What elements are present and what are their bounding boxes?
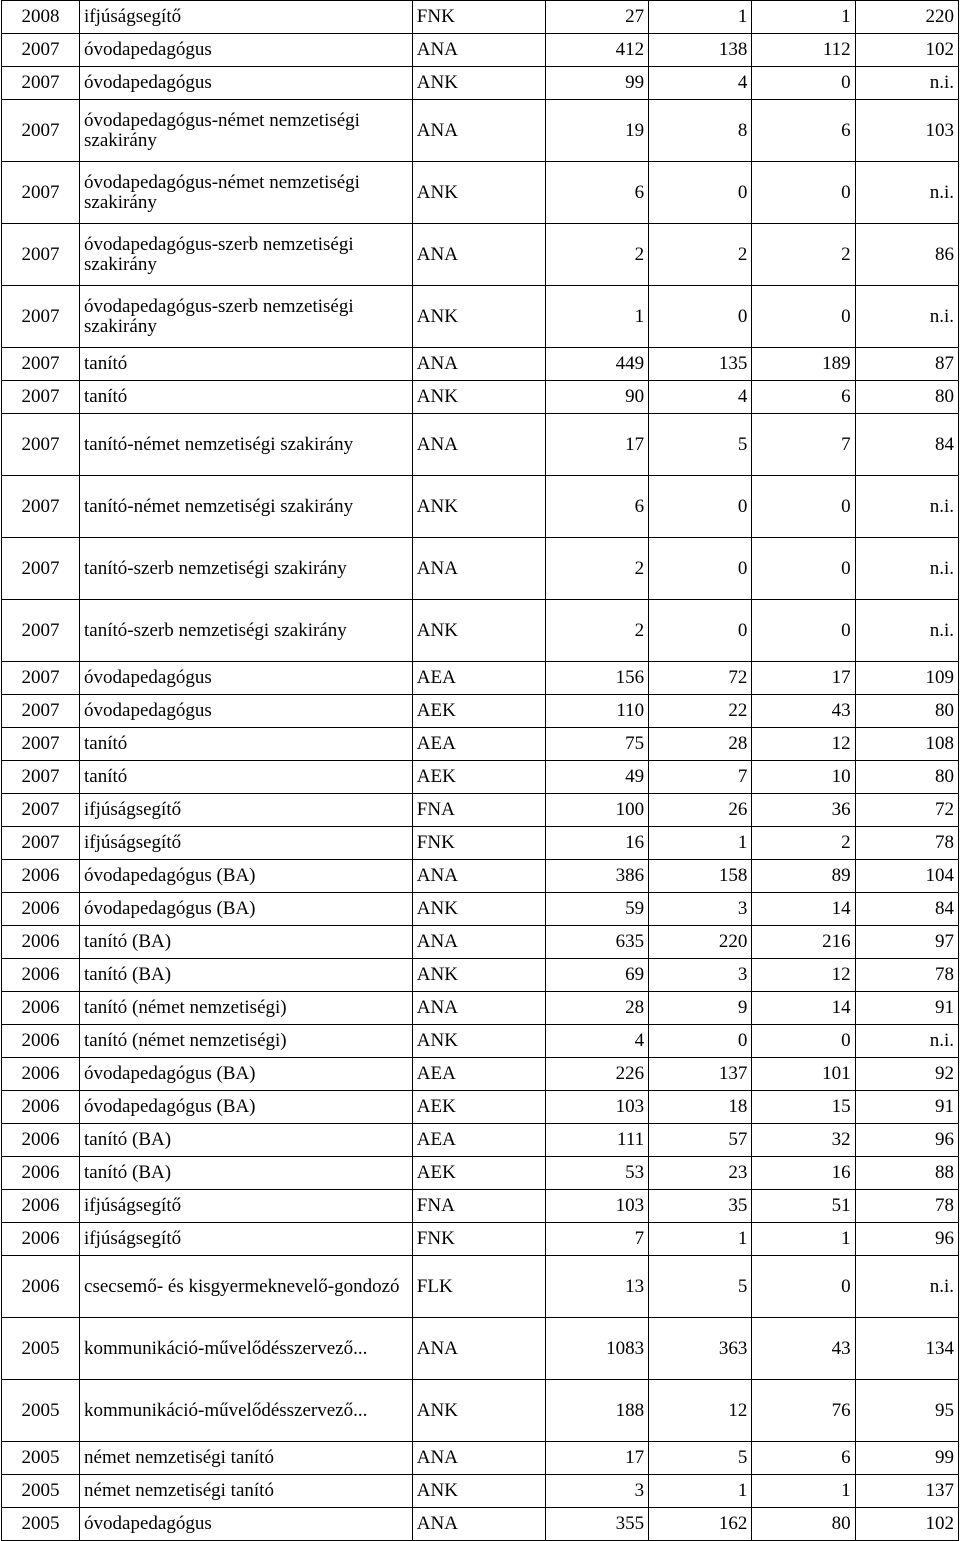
table-row [2, 224, 959, 286]
value-1-cell: 2 [545, 224, 648, 286]
form-cell: FNK [412, 1223, 545, 1256]
value-3-cell: 0 [752, 162, 855, 224]
year-cell: 2005 [2, 1508, 80, 1541]
form-cell: AEK [412, 761, 545, 794]
year-cell: 2006 [2, 926, 80, 959]
value-4-cell: 78 [855, 959, 958, 992]
value-3-cell: 17 [752, 662, 855, 695]
value-4-cell: 103 [855, 100, 958, 162]
table-row [2, 926, 959, 959]
value-2-cell: 137 [649, 1058, 752, 1091]
value-2-cell: 26 [649, 794, 752, 827]
value-1-cell: 99 [545, 67, 648, 100]
value-4-cell: 137 [855, 1475, 958, 1508]
year-cell: 2007 [2, 286, 80, 348]
data-table [1, 0, 959, 1541]
form-cell: ANA [412, 414, 545, 476]
year-cell: 2006 [2, 1091, 80, 1124]
value-2-cell: 4 [649, 381, 752, 414]
value-2-cell: 162 [649, 1508, 752, 1541]
program-cell: tanító [80, 381, 413, 414]
value-1-cell: 53 [545, 1157, 648, 1190]
value-2-cell: 4 [649, 67, 752, 100]
table-row [2, 1223, 959, 1256]
value-1-cell: 110 [545, 695, 648, 728]
year-cell: 2006 [2, 860, 80, 893]
form-cell: ANK [412, 600, 545, 662]
table-row [2, 348, 959, 381]
value-4-cell: 91 [855, 992, 958, 1025]
value-4-cell: 96 [855, 1223, 958, 1256]
program-cell: tanító-szerb nemzetiségi szakirány [80, 600, 413, 662]
program-cell: tanító [80, 348, 413, 381]
value-3-cell: 7 [752, 414, 855, 476]
year-cell: 2006 [2, 1025, 80, 1058]
form-cell: AEA [412, 1124, 545, 1157]
table-body [2, 1, 959, 1541]
value-1-cell: 19 [545, 100, 648, 162]
value-2-cell: 5 [649, 1256, 752, 1318]
form-cell: FNK [412, 1, 545, 34]
value-3-cell: 43 [752, 1318, 855, 1380]
year-cell: 2007 [2, 414, 80, 476]
year-cell: 2006 [2, 959, 80, 992]
value-4-cell: 102 [855, 34, 958, 67]
program-cell: tanító-szerb nemzetiségi szakirány [80, 538, 413, 600]
table-row [2, 728, 959, 761]
value-1-cell: 7 [545, 1223, 648, 1256]
value-1-cell: 635 [545, 926, 648, 959]
value-4-cell: 97 [855, 926, 958, 959]
table-row [2, 827, 959, 860]
value-1-cell: 75 [545, 728, 648, 761]
form-cell: ANA [412, 860, 545, 893]
table-row [2, 1256, 959, 1318]
value-1-cell: 59 [545, 893, 648, 926]
program-cell: ifjúságsegítő [80, 1, 413, 34]
value-3-cell: 51 [752, 1190, 855, 1223]
form-cell: ANK [412, 959, 545, 992]
table-row [2, 695, 959, 728]
value-4-cell: 84 [855, 893, 958, 926]
value-1-cell: 103 [545, 1091, 648, 1124]
value-4-cell: 102 [855, 1508, 958, 1541]
program-cell: ifjúságsegítő [80, 1190, 413, 1223]
value-2-cell: 72 [649, 662, 752, 695]
value-2-cell: 5 [649, 1442, 752, 1475]
form-cell: ANK [412, 476, 545, 538]
table-row [2, 1025, 959, 1058]
program-cell: óvodapedagógus [80, 67, 413, 100]
value-2-cell: 1 [649, 1223, 752, 1256]
year-cell: 2007 [2, 381, 80, 414]
table-row [2, 1442, 959, 1475]
value-1-cell: 226 [545, 1058, 648, 1091]
year-cell: 2005 [2, 1475, 80, 1508]
value-4-cell: n.i. [855, 67, 958, 100]
value-4-cell: 78 [855, 827, 958, 860]
value-4-cell: n.i. [855, 538, 958, 600]
value-4-cell: n.i. [855, 600, 958, 662]
value-1-cell: 28 [545, 992, 648, 1025]
value-1-cell: 16 [545, 827, 648, 860]
program-cell: ifjúságsegítő [80, 794, 413, 827]
form-cell: ANK [412, 67, 545, 100]
program-cell: tanító [80, 761, 413, 794]
table-row [2, 1124, 959, 1157]
value-3-cell: 189 [752, 348, 855, 381]
table-row [2, 381, 959, 414]
value-1-cell: 156 [545, 662, 648, 695]
form-cell: AEA [412, 1058, 545, 1091]
value-1-cell: 17 [545, 1442, 648, 1475]
year-cell: 2007 [2, 827, 80, 860]
value-3-cell: 1 [752, 1, 855, 34]
value-2-cell: 23 [649, 1157, 752, 1190]
value-3-cell: 10 [752, 761, 855, 794]
table-row [2, 1058, 959, 1091]
value-4-cell: 109 [855, 662, 958, 695]
value-3-cell: 0 [752, 1025, 855, 1058]
form-cell: ANA [412, 34, 545, 67]
value-3-cell: 36 [752, 794, 855, 827]
value-1-cell: 100 [545, 794, 648, 827]
value-3-cell: 0 [752, 538, 855, 600]
program-cell: óvodapedagógus [80, 1508, 413, 1541]
value-1-cell: 17 [545, 414, 648, 476]
value-1-cell: 412 [545, 34, 648, 67]
value-4-cell: 91 [855, 1091, 958, 1124]
value-3-cell: 6 [752, 381, 855, 414]
program-cell: óvodapedagógus-német nemzetiségi szakirány [80, 100, 413, 162]
form-cell: ANA [412, 1318, 545, 1380]
value-1-cell: 1 [545, 286, 648, 348]
value-4-cell: 88 [855, 1157, 958, 1190]
value-4-cell: 72 [855, 794, 958, 827]
year-cell: 2007 [2, 794, 80, 827]
value-2-cell: 1 [649, 827, 752, 860]
program-cell: német nemzetiségi tanító [80, 1475, 413, 1508]
form-cell: ANK [412, 893, 545, 926]
year-cell: 2006 [2, 1223, 80, 1256]
value-3-cell: 0 [752, 476, 855, 538]
year-cell: 2007 [2, 162, 80, 224]
value-2-cell: 0 [649, 476, 752, 538]
value-2-cell: 3 [649, 959, 752, 992]
form-cell: ANK [412, 381, 545, 414]
year-cell: 2007 [2, 67, 80, 100]
form-cell: ANK [412, 286, 545, 348]
value-2-cell: 0 [649, 538, 752, 600]
value-4-cell: n.i. [855, 286, 958, 348]
value-4-cell: 92 [855, 1058, 958, 1091]
value-2-cell: 57 [649, 1124, 752, 1157]
value-4-cell: n.i. [855, 476, 958, 538]
value-3-cell: 14 [752, 992, 855, 1025]
table-row [2, 67, 959, 100]
program-cell: tanító [80, 728, 413, 761]
form-cell: FLK [412, 1256, 545, 1318]
value-3-cell: 2 [752, 827, 855, 860]
program-cell: tanító (BA) [80, 1157, 413, 1190]
value-2-cell: 3 [649, 893, 752, 926]
value-3-cell: 32 [752, 1124, 855, 1157]
program-cell: kommunikáció-művelődésszervező... [80, 1318, 413, 1380]
value-2-cell: 1 [649, 1, 752, 34]
form-cell: AEA [412, 728, 545, 761]
program-cell: német nemzetiségi tanító [80, 1442, 413, 1475]
value-3-cell: 0 [752, 67, 855, 100]
value-1-cell: 69 [545, 959, 648, 992]
form-cell: FNA [412, 1190, 545, 1223]
year-cell: 2005 [2, 1442, 80, 1475]
year-cell: 2008 [2, 1, 80, 34]
value-4-cell: n.i. [855, 1025, 958, 1058]
value-2-cell: 0 [649, 286, 752, 348]
table-row [2, 34, 959, 67]
form-cell: ANK [412, 1025, 545, 1058]
value-3-cell: 0 [752, 1256, 855, 1318]
program-cell: kommunikáció-művelődésszervező... [80, 1380, 413, 1442]
value-1-cell: 1083 [545, 1318, 648, 1380]
value-1-cell: 27 [545, 1, 648, 34]
value-2-cell: 138 [649, 34, 752, 67]
table-row [2, 1380, 959, 1442]
program-cell: óvodapedagógus-szerb nemzetiségi szakirány [80, 224, 413, 286]
value-2-cell: 0 [649, 600, 752, 662]
value-2-cell: 35 [649, 1190, 752, 1223]
value-3-cell: 15 [752, 1091, 855, 1124]
value-4-cell: 80 [855, 695, 958, 728]
form-cell: ANA [412, 100, 545, 162]
program-cell: tanító (német nemzetiségi) [80, 992, 413, 1025]
table-row [2, 662, 959, 695]
table-row [2, 162, 959, 224]
year-cell: 2006 [2, 1256, 80, 1318]
year-cell: 2007 [2, 538, 80, 600]
program-cell: óvodapedagógus (BA) [80, 1091, 413, 1124]
form-cell: ANA [412, 348, 545, 381]
value-4-cell: 78 [855, 1190, 958, 1223]
form-cell: AEK [412, 1157, 545, 1190]
form-cell: ANA [412, 926, 545, 959]
program-cell: óvodapedagógus-német nemzetiségi szakirány [80, 162, 413, 224]
program-cell: tanító (német nemzetiségi) [80, 1025, 413, 1058]
program-cell: óvodapedagógus (BA) [80, 893, 413, 926]
value-2-cell: 5 [649, 414, 752, 476]
value-1-cell: 449 [545, 348, 648, 381]
value-2-cell: 135 [649, 348, 752, 381]
value-1-cell: 355 [545, 1508, 648, 1541]
program-cell: óvodapedagógus-szerb nemzetiségi szakirány [80, 286, 413, 348]
value-4-cell: 220 [855, 1, 958, 34]
year-cell: 2007 [2, 34, 80, 67]
year-cell: 2005 [2, 1380, 80, 1442]
value-1-cell: 2 [545, 600, 648, 662]
form-cell: AEK [412, 1091, 545, 1124]
program-cell: óvodapedagógus (BA) [80, 860, 413, 893]
table-row [2, 1157, 959, 1190]
value-1-cell: 6 [545, 476, 648, 538]
form-cell: ANA [412, 224, 545, 286]
value-4-cell: 86 [855, 224, 958, 286]
value-4-cell: 95 [855, 1380, 958, 1442]
program-cell: tanító (BA) [80, 959, 413, 992]
table-row [2, 1508, 959, 1541]
value-2-cell: 0 [649, 162, 752, 224]
value-4-cell: 84 [855, 414, 958, 476]
year-cell: 2007 [2, 224, 80, 286]
year-cell: 2007 [2, 695, 80, 728]
program-cell: tanító (BA) [80, 1124, 413, 1157]
table-row [2, 794, 959, 827]
table-row [2, 100, 959, 162]
value-2-cell: 9 [649, 992, 752, 1025]
value-4-cell: 96 [855, 1124, 958, 1157]
value-2-cell: 18 [649, 1091, 752, 1124]
table-row [2, 286, 959, 348]
value-1-cell: 49 [545, 761, 648, 794]
value-1-cell: 13 [545, 1256, 648, 1318]
table-row [2, 414, 959, 476]
value-3-cell: 101 [752, 1058, 855, 1091]
value-1-cell: 111 [545, 1124, 648, 1157]
value-1-cell: 3 [545, 1475, 648, 1508]
year-cell: 2006 [2, 1190, 80, 1223]
value-2-cell: 158 [649, 860, 752, 893]
year-cell: 2007 [2, 761, 80, 794]
value-4-cell: 99 [855, 1442, 958, 1475]
form-cell: ANA [412, 1442, 545, 1475]
table-row [2, 600, 959, 662]
value-4-cell: 80 [855, 761, 958, 794]
value-4-cell: 108 [855, 728, 958, 761]
table-row [2, 1, 959, 34]
year-cell: 2006 [2, 1058, 80, 1091]
program-cell: óvodapedagógus [80, 34, 413, 67]
year-cell: 2005 [2, 1318, 80, 1380]
program-cell: óvodapedagógus [80, 662, 413, 695]
value-3-cell: 12 [752, 728, 855, 761]
value-3-cell: 16 [752, 1157, 855, 1190]
program-cell: tanító-német nemzetiségi szakirány [80, 476, 413, 538]
value-1-cell: 90 [545, 381, 648, 414]
program-cell: ifjúságsegítő [80, 827, 413, 860]
form-cell: ANA [412, 992, 545, 1025]
value-3-cell: 1 [752, 1223, 855, 1256]
table-row [2, 476, 959, 538]
program-cell: tanító (BA) [80, 926, 413, 959]
value-3-cell: 6 [752, 1442, 855, 1475]
value-3-cell: 89 [752, 860, 855, 893]
value-4-cell: n.i. [855, 1256, 958, 1318]
value-3-cell: 112 [752, 34, 855, 67]
program-cell: ifjúságsegítő [80, 1223, 413, 1256]
value-2-cell: 28 [649, 728, 752, 761]
value-3-cell: 6 [752, 100, 855, 162]
table-row [2, 538, 959, 600]
form-cell: ANK [412, 1475, 545, 1508]
value-3-cell: 76 [752, 1380, 855, 1442]
year-cell: 2007 [2, 100, 80, 162]
year-cell: 2007 [2, 476, 80, 538]
table-row [2, 860, 959, 893]
table-row [2, 959, 959, 992]
value-3-cell: 0 [752, 286, 855, 348]
value-2-cell: 0 [649, 1025, 752, 1058]
value-4-cell: 134 [855, 1318, 958, 1380]
value-1-cell: 4 [545, 1025, 648, 1058]
value-1-cell: 386 [545, 860, 648, 893]
value-3-cell: 12 [752, 959, 855, 992]
value-1-cell: 103 [545, 1190, 648, 1223]
year-cell: 2007 [2, 728, 80, 761]
table-row [2, 1190, 959, 1223]
form-cell: ANA [412, 538, 545, 600]
program-cell: tanító-német nemzetiségi szakirány [80, 414, 413, 476]
table-row [2, 1475, 959, 1508]
value-3-cell: 216 [752, 926, 855, 959]
value-4-cell: 87 [855, 348, 958, 381]
form-cell: FNK [412, 827, 545, 860]
value-2-cell: 12 [649, 1380, 752, 1442]
value-4-cell: 104 [855, 860, 958, 893]
form-cell: AEA [412, 662, 545, 695]
year-cell: 2006 [2, 893, 80, 926]
program-cell: óvodapedagógus [80, 695, 413, 728]
value-2-cell: 220 [649, 926, 752, 959]
value-3-cell: 14 [752, 893, 855, 926]
year-cell: 2007 [2, 348, 80, 381]
program-cell: óvodapedagógus (BA) [80, 1058, 413, 1091]
form-cell: AEK [412, 695, 545, 728]
value-2-cell: 8 [649, 100, 752, 162]
value-3-cell: 1 [752, 1475, 855, 1508]
form-cell: FNA [412, 794, 545, 827]
table-row [2, 761, 959, 794]
form-cell: ANK [412, 1380, 545, 1442]
year-cell: 2007 [2, 662, 80, 695]
value-1-cell: 188 [545, 1380, 648, 1442]
value-3-cell: 80 [752, 1508, 855, 1541]
value-4-cell: n.i. [855, 162, 958, 224]
table-row [2, 1091, 959, 1124]
value-4-cell: 80 [855, 381, 958, 414]
value-1-cell: 2 [545, 538, 648, 600]
value-2-cell: 2 [649, 224, 752, 286]
table-row [2, 1318, 959, 1380]
value-1-cell: 6 [545, 162, 648, 224]
value-3-cell: 2 [752, 224, 855, 286]
value-2-cell: 1 [649, 1475, 752, 1508]
value-2-cell: 7 [649, 761, 752, 794]
year-cell: 2007 [2, 600, 80, 662]
form-cell: ANK [412, 162, 545, 224]
table-row [2, 992, 959, 1025]
table-row [2, 893, 959, 926]
year-cell: 2006 [2, 1157, 80, 1190]
value-2-cell: 363 [649, 1318, 752, 1380]
year-cell: 2006 [2, 992, 80, 1025]
form-cell: ANA [412, 1508, 545, 1541]
value-3-cell: 0 [752, 600, 855, 662]
year-cell: 2006 [2, 1124, 80, 1157]
value-2-cell: 22 [649, 695, 752, 728]
value-3-cell: 43 [752, 695, 855, 728]
program-cell: csecsemő- és kisgyermeknevelő-gondozó [80, 1256, 413, 1318]
